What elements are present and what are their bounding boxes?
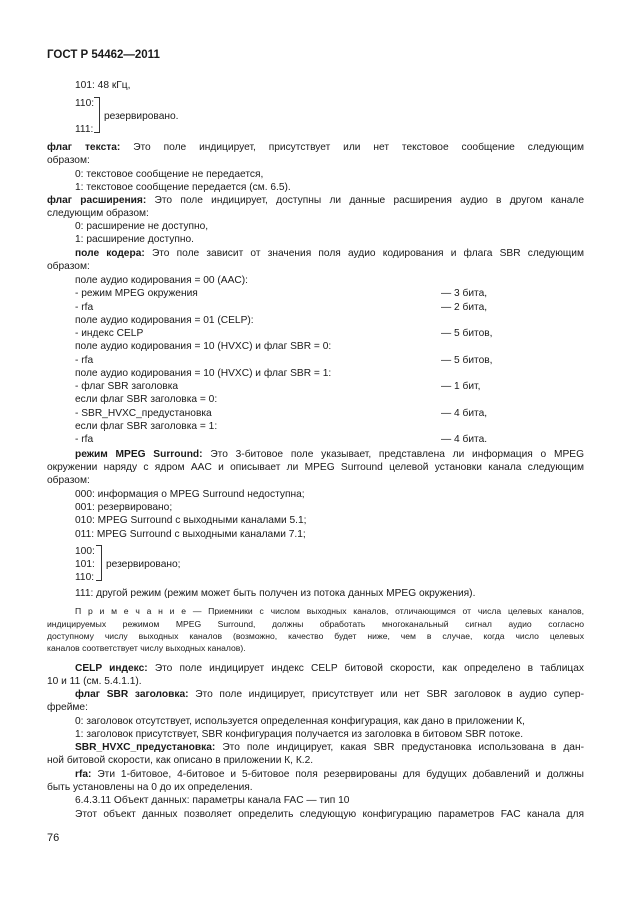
flag-text-option-1: 1: текстовое сообщение передается (см. 6.5).	[75, 182, 291, 193]
surround-option-010: 010: MPEG Surround с выходными каналами 5.1;	[75, 515, 307, 526]
coder-row-label: - rfa	[75, 302, 94, 313]
flag-text-desc-cont: образом:	[47, 155, 90, 166]
freq-101: 101: 48 кГц,	[75, 80, 131, 91]
flag-ext-desc-cont: следующим образом:	[47, 208, 149, 219]
note-line-2: индицируемых режимом MPEG Surround, должны обработать многоканальный сигнал аудио согласно	[47, 619, 584, 629]
freq-111: 111:	[75, 124, 94, 135]
coder-desc-cont: образом:	[47, 261, 90, 272]
surround-option-110: 110:	[75, 572, 95, 583]
brace-icon	[96, 545, 102, 581]
flag-ext-option-1: 1: расширение доступно.	[75, 234, 194, 245]
flag-text-term: флаг текста:	[47, 142, 121, 153]
document-header: ГОСТ Р 54462—2011	[47, 49, 160, 61]
celp-paragraph	[75, 662, 584, 675]
coder-row-bits: — 4 бита,	[441, 408, 488, 419]
celp-term: CELP индекс:	[75, 663, 148, 674]
coder-row-label: - rfa	[75, 434, 94, 445]
flag-ext-option-0: 0: расширение не доступно,	[75, 221, 209, 232]
freq-110: 110:	[75, 98, 95, 109]
rfa-paragraph	[75, 768, 584, 781]
surround-reserved: резервировано;	[106, 559, 181, 570]
hvxc-desc: Это поле индицирует, какая SBR предустановка использована в дан-	[222, 742, 584, 753]
rfa-desc: Эти 1-битовое, 4-битовое и 5-битовое поля резервированы для будущих добавлений и должны	[97, 769, 584, 780]
brace-icon	[94, 97, 100, 133]
surround-paragraph	[75, 448, 584, 461]
note-line-1	[75, 606, 584, 617]
surround-option-011: 011: MPEG Surround с выходными каналами 7.1;	[75, 529, 306, 540]
surround-desc-cont-1: окружении наряду с ядром AAC и описывает ли MPEG Surround целевой установки канала следующим	[47, 462, 584, 473]
surround-desc: Это 3-битовое поле указывает, представлена ли информация о MPEG	[210, 449, 584, 460]
note-line-3: доступному числу выходных каналов (возможно, качество будет ниже, чем в случае, когда число целевых	[47, 631, 584, 641]
coder-row-label: - SBR_HVXC_предустановка	[75, 408, 212, 419]
sbrh-term: флаг SBR заголовка:	[75, 689, 189, 700]
coder-row-label: поле аудио кодирования = 00 (AAC):	[75, 275, 248, 286]
note-label: П р и м е ч а н и е	[75, 606, 187, 616]
sbrh-paragraph	[75, 688, 584, 701]
section-title: 6.4.3.11 Объект данных: параметры канала FAC — тип 10	[75, 795, 350, 806]
surround-desc-cont-2: образом:	[47, 475, 90, 486]
rfa-desc-cont: быть установлены на 0 до их определения.	[47, 782, 253, 793]
sbrh-option-1: 1: заголовок присутствует, SBR конфигурация получается из заголовка в битовом SBR потоке.	[75, 729, 524, 740]
coder-row-bits: — 5 битов,	[441, 328, 493, 339]
flag-ext-desc: Это поле индицирует, доступны ли данные расширения аудио в другом канале	[154, 195, 584, 206]
coder-row-label: - rfa	[75, 355, 94, 366]
coder-row-bits: — 3 бита,	[441, 288, 488, 299]
coder-row-label: если флаг SBR заголовка = 0:	[75, 394, 218, 405]
coder-row-label: поле аудио кодирования = 01 (CELP):	[75, 315, 254, 326]
coder-row-bits: — 5 битов,	[441, 355, 493, 366]
celp-desc: Это поле индицирует индекс CELP битовой скорости, как определено в таблицах	[154, 663, 584, 674]
surround-option-100: 100:	[75, 546, 95, 557]
surround-option-001: 001: резервировано;	[75, 502, 173, 513]
note-line-4: каналов соответствует числу выходных каналов).	[47, 643, 246, 653]
hvxc-paragraph	[75, 741, 584, 754]
flag-ext-paragraph	[47, 194, 584, 207]
coder-term: поле кодера:	[75, 248, 145, 259]
coder-row-bits: — 2 бита,	[441, 302, 488, 313]
section-text: Этот объект данных позволяет определить следующую конфигурацию параметров FAC канала для	[75, 809, 584, 820]
coder-row-label: - индекс CELP	[75, 328, 144, 339]
coder-desc: Это поле зависит от значения поля аудио кодирования и флага SBR следующим	[151, 248, 584, 259]
flag-text-paragraph	[47, 141, 584, 154]
coder-row-bits: — 4 бита.	[441, 434, 488, 445]
freq-reserved: резервировано.	[104, 111, 179, 122]
sbrh-desc: Это поле индицирует, присутствует или нет SBR заголовок в аудио супер-	[195, 689, 584, 700]
sbrh-option-0: 0: заголовок отсутствует, используется определенная конфигурация, как дано в приложении К,	[75, 716, 525, 727]
hvxc-desc-cont: ной битовой скорости, как описано в приложении К, К.2.	[47, 755, 314, 766]
coder-row-label: - флаг SBR заголовка	[75, 381, 179, 392]
page-number: 76	[47, 832, 60, 844]
coder-row-label: если флаг SBR заголовка = 1:	[75, 421, 218, 432]
rfa-term: rfa:	[75, 769, 92, 780]
coder-row-label: - режим MPEG окружения	[75, 288, 198, 299]
flag-ext-term: флаг расширения:	[47, 195, 147, 206]
flag-text-option-0: 0: текстовое сообщение не передается,	[75, 169, 264, 180]
flag-text-desc: Это поле индицирует, присутствует или нет текстовое сообщение следующим	[133, 142, 584, 153]
celp-desc-cont: 10 и 11 (см. 5.4.1.1).	[47, 676, 142, 687]
surround-term: режим MPEG Surround:	[75, 449, 203, 460]
coder-row-label: поле аудио кодирования = 10 (HVXC) и флаг SBR = 1:	[75, 368, 332, 379]
note-text: — Приемники с числом выходных каналов, отличающимся от числа целевых каналов,	[192, 606, 584, 616]
coder-row-label: поле аудио кодирования = 10 (HVXC) и флаг SBR = 0:	[75, 341, 332, 352]
coder-row-bits: — 1 бит,	[441, 381, 481, 392]
surround-option-111: 111: другой режим (режим может быть получен из потока данных MPEG окружения).	[75, 588, 476, 599]
coder-paragraph	[75, 247, 584, 260]
hvxc-term: SBR_HVXC_предустановка:	[75, 742, 216, 753]
sbrh-desc-cont: фрейме:	[47, 702, 88, 713]
surround-option-101: 101:	[75, 559, 95, 570]
surround-option-000: 000: информация о MPEG Surround недоступна;	[75, 489, 305, 500]
